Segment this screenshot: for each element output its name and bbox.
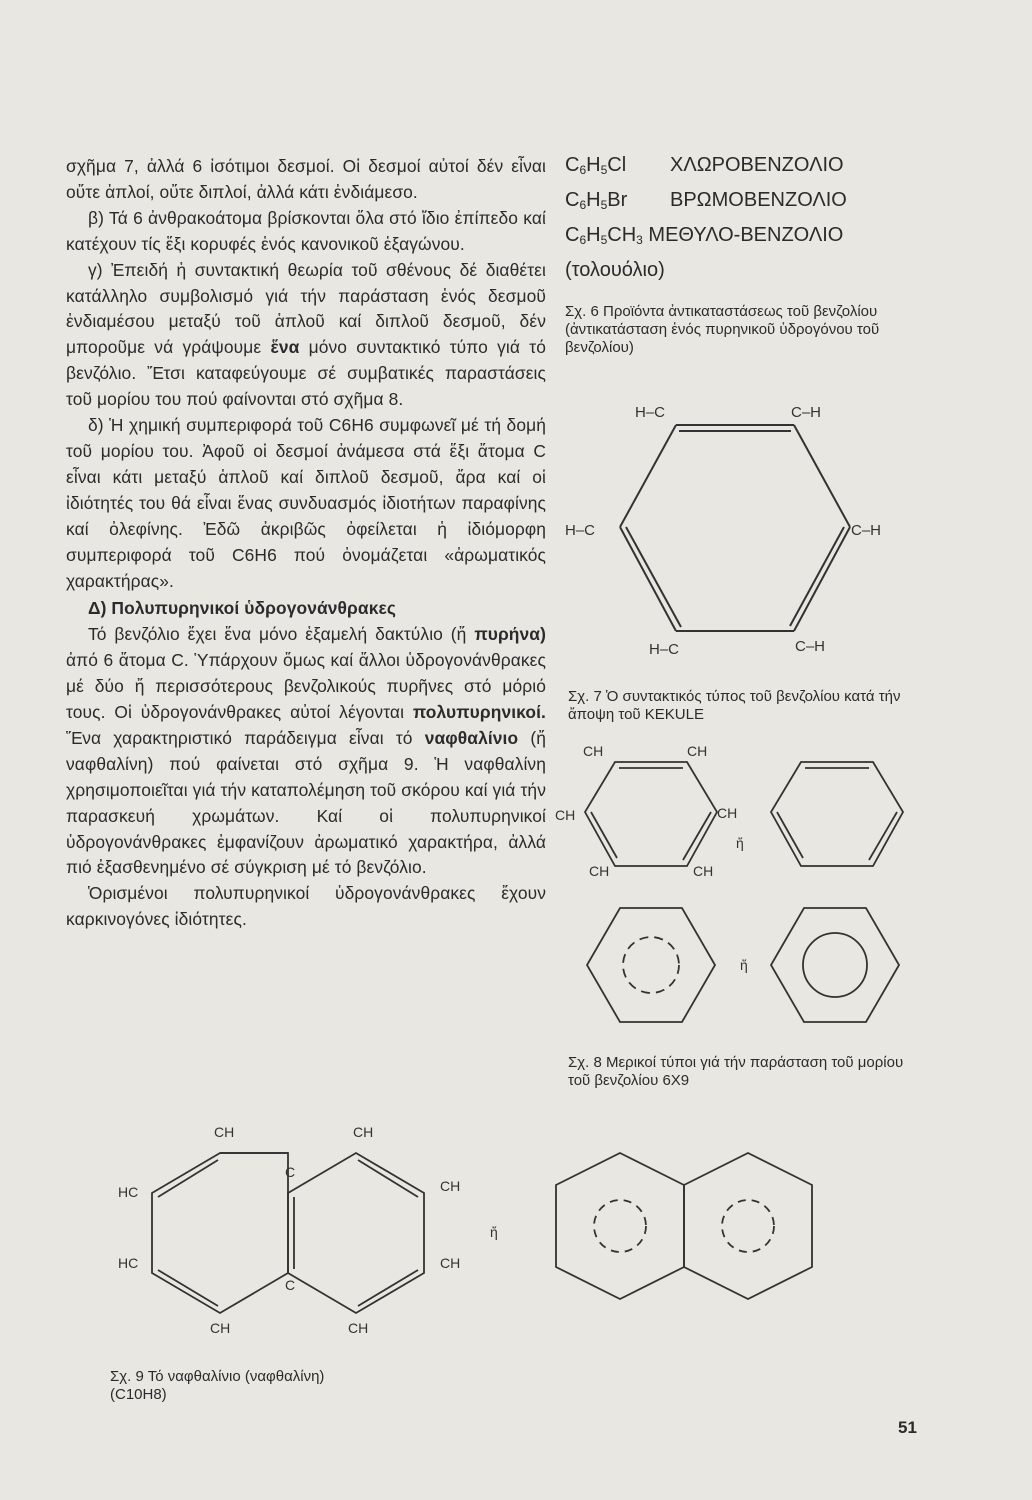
f8-label-ch: CH [583, 743, 604, 759]
formula-sub: 5 [600, 163, 608, 177]
bond-lower-left [620, 527, 676, 631]
label-left: H–C [565, 522, 596, 539]
double-bond [158, 1270, 218, 1306]
poly-text-1: Τό βενζόλιο ἔχει ἕνα μόνο ἑξαμελή δακτύλιο (ἤ [88, 624, 475, 645]
benzene-hexagon-labeled [585, 762, 717, 866]
page-number: 51 [898, 1418, 917, 1437]
f9-label-ch: CH [210, 1320, 231, 1336]
formula-part: H [586, 154, 601, 176]
label-top-right: C–H [791, 404, 822, 421]
naphthalene-right-ring [288, 1153, 424, 1313]
paragraph-polycyclic [66, 622, 546, 881]
f8-label-ch: CH [555, 807, 576, 823]
formula-sub: 6 [579, 233, 587, 247]
poly-bold-3: ναφθαλίνιο [424, 727, 519, 748]
formula-sub: 3 [636, 233, 643, 247]
name-bromobenzene: ΒΡΩΜΟΒΕΝΖΟΛΙΟ [670, 189, 847, 211]
f9-label-ch: CH [214, 1124, 235, 1140]
poly-text-3: Ἕνα χαρακτηριστικό παράδειγμα εἶναι τό [66, 727, 425, 748]
naphthalene-left-ring [152, 1153, 288, 1313]
toluene-note: (τολουόλιο) [565, 259, 665, 281]
paragraph-d: δ) Ἡ χημική συμπεριφορά τοῦ C6H6 συμφωνεῖ μέ τή δομή τοῦ μορίου του. Ἀφοῦ οἱ δεσμοί ἀνάμεσα στά ἕξι ἄτομα C εἶναι κάτι μεταξύ ἁπλοῦ καί διπλοῦ δεσμοῦ, ἄρα καί οἱ ἰδιότητές του θά εἶναι ἕνας συνδυασμός ἰδιοτήτων παραφίνης καί ὀλεφίνης. Ἐδῶ ἀκριβῶς ὀφείλεται ἡ ἰδιόμορφη συμπεριφορά τοῦ C6H6 πού ὀνομάζεται «ἀρωματικός χαρακτήρας». [66, 415, 546, 591]
formula-part: C [565, 189, 580, 211]
double-bond [358, 1160, 418, 1197]
benzene-hexagon-dashed [587, 908, 715, 1022]
caption-fig9 [110, 1368, 430, 1404]
figure-9-naphthalene [110, 1115, 930, 1345]
figure-8-benzene-representations [555, 740, 915, 1060]
poly-text-2: ἀπό 6 ἄτομα C. Ὑπάρχουν ὅμως καί ἄλλοι ὑδρογονάνθρακες μέ δύο ἤ περισσότερους βενζολικούς πυρῆνες στό μόριό τους. Οἱ ὑδρογονάνθρακες αὐτοί λέγονται [66, 650, 546, 723]
substitution-products [565, 150, 915, 357]
formula-chlorobenzene [565, 150, 670, 185]
f9-or: ἤ [490, 1224, 498, 1240]
f9-label-hc: HC [118, 1255, 139, 1271]
poly-bold-1: πυρήνα) [474, 624, 546, 645]
aromatic-circle [803, 933, 867, 997]
paragraph-c [66, 258, 546, 413]
paragraph-intro: σχῆμα 7, ἀλλά 6 ἰσότιμοι δεσμοί. Οἱ δεσμοί αὐτοί δέν εἶναι οὔτε ἁπλοί, οὔτε διπλοί, ἀλλά κάτι ἐνδιάμεσο. [66, 156, 546, 202]
f9-label-ch: CH [353, 1124, 374, 1140]
f9-label-ch: CH [440, 1255, 461, 1271]
f8-label-ch: CH [717, 805, 738, 821]
double-bond [358, 1270, 418, 1306]
label-bottom-left: H–C [649, 641, 680, 658]
caption-fig9-formula: (C10H8) [110, 1386, 167, 1403]
caption-fig7: Σχ. 7 Ὁ συντακτικός τύπος τοῦ βενζολίου κατά τήν ἄποψη τοῦ KEKULE [568, 688, 901, 723]
f8-label-ch: CH [693, 863, 714, 879]
name-methylbenzene: ΜΕΘΥΛΟ-ΒΕΝΖΟΛΙΟ [648, 224, 844, 246]
bond-upper-right [794, 425, 850, 527]
f9-label-c: C [285, 1164, 296, 1180]
poly-text-4: (ἤ ναφθαλίνη) πού φαίνεται στό σχῆμα 9. Ἡ ναφθαλίνη χρησιμοποιεῖται γιά τήν καταπολέμηση τοῦ σκόρου καί γιά τήν παρασκευή χρωμάτων. Καί οἱ πολυπυρηνικοί ὑδρογονάνθρακες ἐμφανίζουν ἀρωματικό χαρακτήρα, ἀλλά πιό ἐξασθενημένο σέ σύγκριση μέ τό βενζόλιο. [66, 727, 546, 878]
f8-or-2: ἤ [740, 957, 748, 973]
formula-part: CH [607, 224, 637, 246]
paragraph-b: β) Τά 6 ἀνθρακοάτομα βρίσκονται ὅλα στό ἴδιο ἐπίπεδο καί κατέχουν τίς ἕξι κορυφές ἑνός κανονικοῦ ἑξαγώνου. [66, 207, 546, 254]
poly-bold-2: πολυπυρηνικοί. [412, 702, 546, 723]
double-bond [158, 1160, 218, 1197]
formula-part: Cl [607, 154, 627, 176]
benzene-hexagon-circle [771, 908, 899, 1022]
formula-sub: 6 [579, 163, 587, 177]
formula-methylbenzene [565, 224, 643, 246]
f8-label-ch: CH [589, 863, 610, 879]
label-top-left: H–C [635, 404, 666, 421]
benzene-hexagon-plain [771, 762, 903, 866]
label-bottom-right: C–H [795, 638, 826, 655]
caption-fig9-text: Σχ. 9 Τό ναφθαλίνιο (ναφθαλίνη) [110, 1368, 325, 1385]
f8-label-ch: CH [687, 743, 708, 759]
formula-row-chloro [565, 150, 915, 185]
f9-label-ch: CH [440, 1178, 461, 1194]
naphthalene-symbolic-right [684, 1153, 812, 1299]
double-bond [591, 812, 617, 858]
f9-label-c: C [285, 1277, 296, 1293]
formula-part: Br [607, 189, 628, 211]
formula-row-bromo [565, 185, 915, 220]
double-bond [683, 812, 711, 860]
bond-upper-left [620, 425, 676, 527]
f9-label-ch: CH [348, 1320, 369, 1336]
formula-sub: 5 [600, 233, 608, 247]
section-heading: Δ) Πολυπυρηνικοί ὑδρογονάνθρακες [88, 598, 396, 619]
main-text-column [66, 154, 546, 933]
f8-or-1: ἤ [736, 835, 744, 851]
naphthalene-symbolic-left [556, 1153, 684, 1299]
double-bond [869, 812, 897, 860]
figure-7-kekule-benzene [555, 395, 915, 665]
double-bond [777, 812, 803, 858]
name-chlorobenzene: ΧΛΩΡΟΒΕΝΖΟΛΙΟ [670, 154, 844, 176]
dashed-circle-left [594, 1200, 646, 1252]
dashed-circle-right [722, 1200, 774, 1252]
bond-lower-right-double [790, 527, 844, 626]
paragraph-c-text-2: μόνο συντακτικό τύπο γιά τό βενζόλιο. Ἔτσι καταφεύγουμε σέ συμβατικές παραστάσεις τοῦ μορίου του πού φαίνονται στό σχῆμα 8. [66, 337, 546, 410]
label-right: C–H [851, 522, 882, 539]
caption-fig8: Σχ. 8 Μερικοί τύποι γιά τήν παράσταση τοῦ μορίου τοῦ βενζολίου 6Χ9 [568, 1054, 904, 1089]
bond-lower-left-double [626, 527, 681, 627]
formula-part: C [565, 224, 580, 246]
paragraph-carcinogenic: Ὁρισμένοι πολυπυρηνικοί ὑδρογονάνθρακες ἔχουν καρκινογόνες ἰδιότητες. [66, 883, 546, 930]
caption-fig6: Σχ. 6 Προϊόντα ἀντικαταστάσεως τοῦ βενζολίου (ἀντικατάσταση ἑνός πυρηνικοῦ ὑδρογόνου τοῦ βενζολίου) [565, 303, 880, 356]
paragraph-c-text-1: γ) Ἐπειδή ἡ συντακτική θεωρία τοῦ σθένους δέ διαθέτει κατάλληλο συμβολισμό γιά τήν παράσταση ἑνός δεσμοῦ ἐνδιαμέσου μεταξύ τοῦ ἁπλοῦ καί διπλοῦ δεσμοῦ, δέν μποροῦμε νά γράψουμε [66, 259, 546, 358]
formula-part: H [586, 224, 601, 246]
formula-part: H [586, 189, 601, 211]
formula-bromobenzene [565, 185, 670, 220]
formula-part: C [565, 154, 580, 176]
f9-label-hc: HC [118, 1184, 139, 1200]
formula-row-methyl [565, 220, 915, 255]
formula-sub: 6 [579, 198, 587, 212]
formula-sub: 5 [600, 198, 608, 212]
aromatic-dashed-circle [623, 937, 679, 993]
paragraph-c-bold: ἕνα [270, 337, 300, 358]
bond-lower-right [794, 527, 850, 631]
